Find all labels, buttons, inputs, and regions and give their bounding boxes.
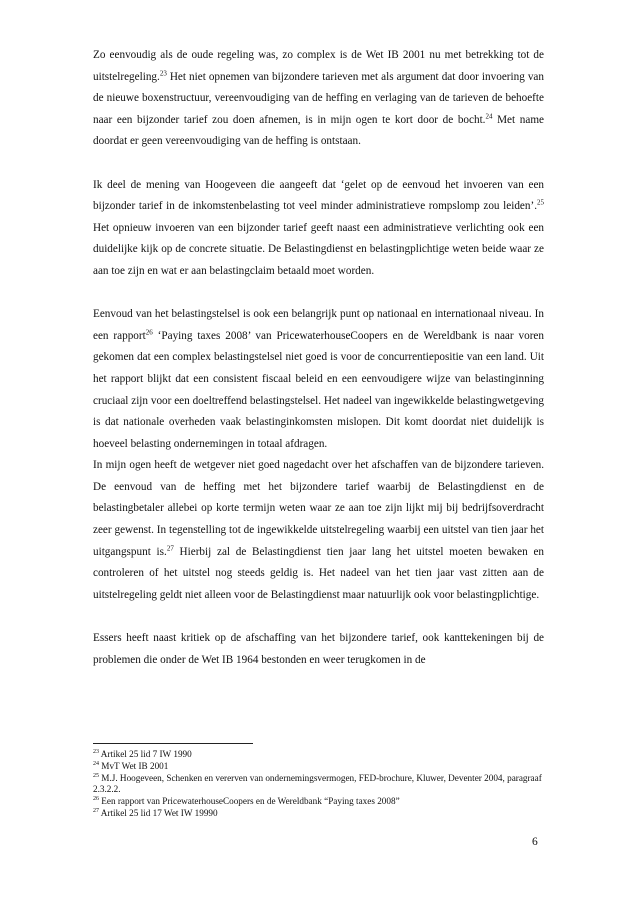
footnote-ref: 24: [485, 112, 493, 121]
paragraph-text: Ik deel de mening van Hoogeveen die aangeeft dat ‘gelet op de eenvoud het invoeren van een bijzonder tarief in de inkomstenbelasting tot veel minder administratieve rompslomp zou leiden’.: [93, 178, 544, 213]
paragraph-text: In mijn ogen heeft de wetgever niet goed nagedacht over het afschaffen van de bijzondere tarieven. De eenvoud van de heffing met het bijzondere tarief waarbij de Belastingdienst en de belastingbetaler allebei op korte termijn weten waar ze aan toe zijn lijkt mij bij bedrijfsoverdracht zeer gewenst. In tegenstelling tot de ingewikkelde uitstelregeling waarbij een uitstel van tien jaar het uitgangspunt is.: [93, 459, 544, 558]
paragraph-5: [93, 628, 544, 671]
paragraph-1: [93, 45, 544, 153]
footnote-number: 25: [93, 772, 99, 779]
footnote: [93, 749, 544, 761]
footnote-text: Artikel 25 lid 17 Wet IW 19990: [100, 807, 218, 818]
footnote: [93, 773, 544, 797]
footnote: [93, 808, 544, 820]
footnote-number: 27: [93, 807, 99, 814]
paragraph-4: [93, 455, 544, 606]
footnote-ref: 25: [537, 198, 544, 207]
footnote-text: Een rapport van PricewaterhouseCoopers en de Wereldbank “Paying taxes 2008”: [101, 796, 400, 807]
footnote-number: 23: [93, 748, 99, 755]
paragraph-text: Hierbij zal de Belastingdienst tien jaar lang het uitstel moeten bewaken en controleren of het uitstel nog steeds geldig is. Het nadeel van het tien jaar vast zitten aan de uitstelregeling geldt niet alleen voor de Belastingdienst maar natuurlijk ook voor belastingplichtige.: [93, 545, 544, 601]
paragraph-text: ‘Paying taxes 2008’ van PricewaterhouseCoopers en de Wereldbank is naar voren gekomen dat een complex belastingstelsel niet goed is voor de concurrentiepositie van een land. Uit het rapport blijkt dat een consistent fiscaal beleid en een eenvoudigere wijze van belastinginning cruciaal zijn voor een doeltreffend belastingstelsel. Het nadeel van ingewikkelde belastingwetgeving is dat nationale overheden vaak belastinginkomsten mislopen. Dit komt doordat niet duidelijk is hoeveel belasting ondernemingen in totaal afdragen.: [93, 329, 544, 450]
paragraph-2: [93, 175, 544, 283]
page-number: 6: [532, 836, 538, 848]
footnote-ref: 27: [166, 543, 174, 552]
footnote-ref: 23: [159, 68, 167, 77]
paragraph-text: Zo eenvoudig als de oude regeling was, zo complex is de Wet IB 2001 nu met betrekking tot de uitstelregeling.: [93, 49, 544, 83]
footnotes: [93, 749, 544, 820]
body-text: [93, 45, 544, 671]
paragraph-3: [93, 304, 544, 455]
paragraph-text: Eenvoud van het belastingstelsel is ook een belangrijk punt op nationaal en internationaal niveau. In een rapport: [93, 308, 544, 342]
footnote-text: MvT Wet IB 2001: [101, 760, 169, 771]
footnote: [93, 761, 544, 773]
footnote-ref: 26: [145, 327, 153, 336]
footnote-number: 24: [93, 760, 99, 767]
paragraph-text: Met name doordat er geen vereenvoudiging van de heffing is ontstaan.: [93, 113, 544, 148]
footnote-separator: [93, 743, 253, 744]
paragraph-text: Het niet opnemen van bijzondere tarieven met als argument dat door invoering van de nieuwe boxenstructuur, vereenvoudiging van de heffing en verlaging van de tarieven de behoefte naar een bijzonder tarief zou doen afnemen, is in mijn ogen te kort door de bocht.: [93, 70, 544, 126]
footnote-text: M.J. Hoogeveen, Schenken en vererven van ondernemingsvermogen, FED-brochure, Kluwer, Deventer 2004, paragraaf 2.3.2.2.: [93, 772, 542, 795]
paragraph-text: Essers heeft naast kritiek op de afschaffing van het bijzondere tarief, ook kanttekeningen bij de problemen die onder de Wet IB 1964 bestonden en weer terugkomen in de: [93, 632, 544, 666]
footnote-number: 26: [93, 796, 99, 803]
paragraph-text: Het opnieuw invoeren van een bijzonder tarief geeft naast een administratieve verlichting ook een duidelijke kijk op de concrete situatie. De Belastingdienst en belastingplichtige weten beide waar ze aan toe zijn en wat er aan belastingclaim betaald moet worden.: [93, 221, 544, 277]
footnote-text: Artikel 25 lid 7 IW 1990: [100, 749, 192, 759]
footnote: [93, 796, 544, 808]
